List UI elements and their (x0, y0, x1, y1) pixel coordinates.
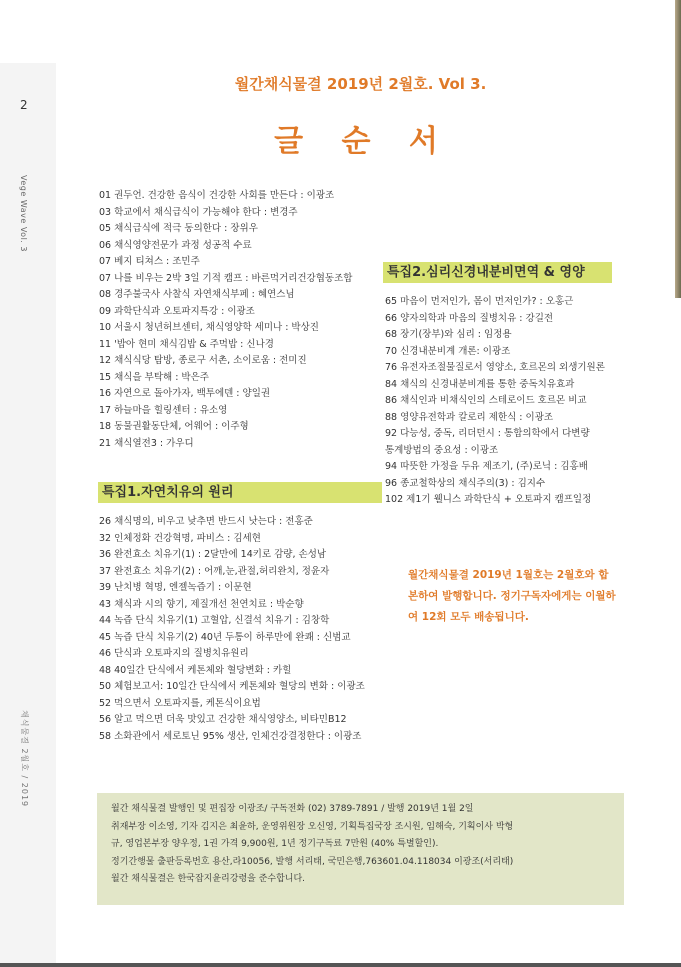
toc-entry: 45 녹즙 단식 치유기(2) 40년 두통이 하루만에 완쾌 : 신범교 (99, 631, 351, 643)
toc-entry: 08 경주불국사 사찰식 자연채식부페 : 혜연스님 (99, 289, 295, 300)
toc-entry: 46 단식과 오토파지의 질병치유원리 (99, 648, 249, 659)
toc-entry: 39 난치병 혁명, 엔젤녹즙기 : 이문현 (99, 582, 252, 593)
page-number: 2 (20, 98, 28, 112)
toc-entry: 12 채식식당 탐방, 종로구 서촌, 소이로움 : 전미진 (99, 355, 307, 366)
notice-text: 월간채식물결 2019년 1월호는 2월호와 합본하여 발행합니다. 정기구독자에게는 이월하여 12회 모두 배송됩니다. (408, 569, 616, 623)
publisher-info-line: 월간 채식물결은 한국잡지윤리강령을 준수합니다. (111, 874, 306, 884)
toc-entry: 01 권두언. 건강한 음식이 건강한 사회를 만든다 : 이광조 (99, 190, 335, 201)
toc-entry: 16 자연으로 돌아가자, 백투에덴 : 양일권 (99, 388, 271, 399)
section1-list (99, 514, 365, 745)
toc-entry: 84 채식의 신경내분비계를 통한 중독치유효과 (385, 378, 575, 390)
publisher-info-line: 정기간행물 출판등록번호 용산,라10056, 발행 서리태, 국민은행,763601.04.118034 이광조(서리태) (111, 856, 514, 867)
toc-entry: 21 채식열전3 : 가우디 (99, 437, 194, 449)
toc-entry: 11 '밥아 현미 채식김밥 & 주먹밥 : 신나경 (99, 338, 274, 350)
toc-entry: 68 장기(장부)와 심리 : 임정용 (385, 329, 512, 340)
toc-entry: 36 완전효소 치유기(1) : 2달만에 14키로 감량, 손성남 (99, 549, 327, 560)
toc-entry: 56 알고 먹으면 더욱 맛있고 건강한 채식영양소, 비타민B12 (99, 714, 347, 725)
toc-entry: 07 나를 비우는 2박 3일 기적 캠프 : 바른먹거리건강협동조합 (99, 272, 353, 284)
publisher-info-line: 월간 채식물결 발행인 및 편집장 이광조/ 구독전화 (02) 3789-7891 / 발행 2019년 1월 2일 (111, 804, 474, 814)
toc-entry: 58 소화관에서 세로토닌 95% 생산, 인체건강결정한다 : 이광조 (99, 730, 362, 742)
toc-main-list (99, 188, 352, 452)
toc-entry: 94 따뜻한 가정을 두유 제조기, (주)로닉 : 김홍배 (385, 461, 588, 472)
side-magazine-label: Vege Wave Vol. 3 (19, 175, 28, 252)
toc-entry: 50 체험보고서: 10일간 단식에서 케톤체와 혈당의 변화 : 이광조 (99, 681, 365, 692)
toc-entry: 32 인체정화 건강혁명, 파비스 : 김세현 (99, 532, 261, 544)
toc-entry: 43 채식과 시의 향기, 제질개선 천연치료 : 박순향 (99, 598, 304, 610)
issue-line: 월간채식물결 2019년 2월호. Vol 3. (234, 75, 487, 93)
toc-entry: 07 베지 티쳐스 : 조민주 (99, 256, 200, 267)
toc-entry: 44 녹즙 단식 치유기(1) 고혈압, 신결석 치유기 : 김창학 (99, 615, 330, 626)
toc-entry: 96 종교철학상의 채식주의(3) : 김지수 (385, 477, 546, 489)
section1-heading: 특집1.자연치유의 원리 (98, 482, 382, 503)
toc-entry: 76 유전자조절물질로서 영양소, 호르몬의 외생기원론 (385, 362, 605, 373)
toc-entry: 37 완전효소 치유기(2) : 어깨,눈,관절,허리완치, 정윤자 (99, 565, 330, 577)
toc-entry: 06 채식영양전문가 과정 성공적 수료 (99, 239, 252, 251)
left-margin-strip (0, 63, 56, 963)
section2-heading: 특집2.심리신경내분비면역 & 영양 (383, 262, 612, 283)
publisher-info-line: 취재부장 이소영, 기자 김지은 최윤하, 운영위원장 오신영, 기획특집국장 조시원, 임해숙, 기획이사 박형 (111, 821, 514, 832)
toc-entry: 통계방법의 중요성 : 이광조 (385, 444, 499, 456)
toc-entry: 88 영양유전학과 칼로리 제한식 : 이광조 (385, 411, 554, 423)
toc-entry: 65 마음이 먼저인가, 몸이 먼저인가? : 오홍근 (385, 296, 574, 307)
toc-entry: 09 과학단식과 오토파지특강 : 이광조 (99, 305, 255, 317)
publisher-info-line: 규, 영업본부장 양우정, 1권 가격 9,900원, 1년 정기구독료 7만원 (40% 특별할인). (111, 839, 439, 849)
toc-entry: 05 채식급식에 적극 동의한다 : 장위우 (99, 223, 258, 234)
toc-entry: 102 제1기 웰니스 과학단식 + 오토파지 캠프일정 (385, 494, 592, 505)
toc-entry: 92 다능성, 중독, 리더던시 : 통합의학에서 다변량 (385, 428, 590, 439)
toc-entry: 03 학교에서 채식급식이 가능해야 한다 : 변경주 (99, 206, 298, 218)
toc-entry: 52 먹으면서 오토파지를, 케톤식이요법 (99, 697, 261, 709)
toc-entry: 15 채식을 부탁해 : 박은주 (99, 371, 209, 383)
section2-list (385, 294, 605, 509)
toc-entry: 10 서울시 청년허브센터, 채식영양학 세미나 : 박상진 (99, 322, 319, 333)
toc-entry: 17 하늘마을 힐링센터 : 유소영 (99, 404, 228, 416)
bottom-rule (0, 963, 681, 967)
toc-entry: 48 40일간 단식에서 케톤체와 혈당변화 : 카힐 (99, 664, 292, 676)
toc-entry: 18 동물권활동단체, 어웨어 : 이주형 (99, 421, 249, 432)
toc-entry: 86 채식인과 비채식인의 스테로이드 호르몬 비교 (385, 395, 587, 406)
side-issue-label: 채식물결 2월호 / 2019 (20, 710, 29, 808)
toc-entry: 26 채식명의, 비우고 낮추면 반드시 낫는다 : 전홍준 (99, 516, 313, 527)
toc-entry: 66 양자의학과 마음의 질병치유 : 강길전 (385, 312, 554, 324)
page-title: 글 순 서 (274, 124, 452, 159)
publisher-info-box (97, 793, 624, 905)
toc-entry: 70 신경내분비계 개론: 이광조 (385, 345, 511, 357)
